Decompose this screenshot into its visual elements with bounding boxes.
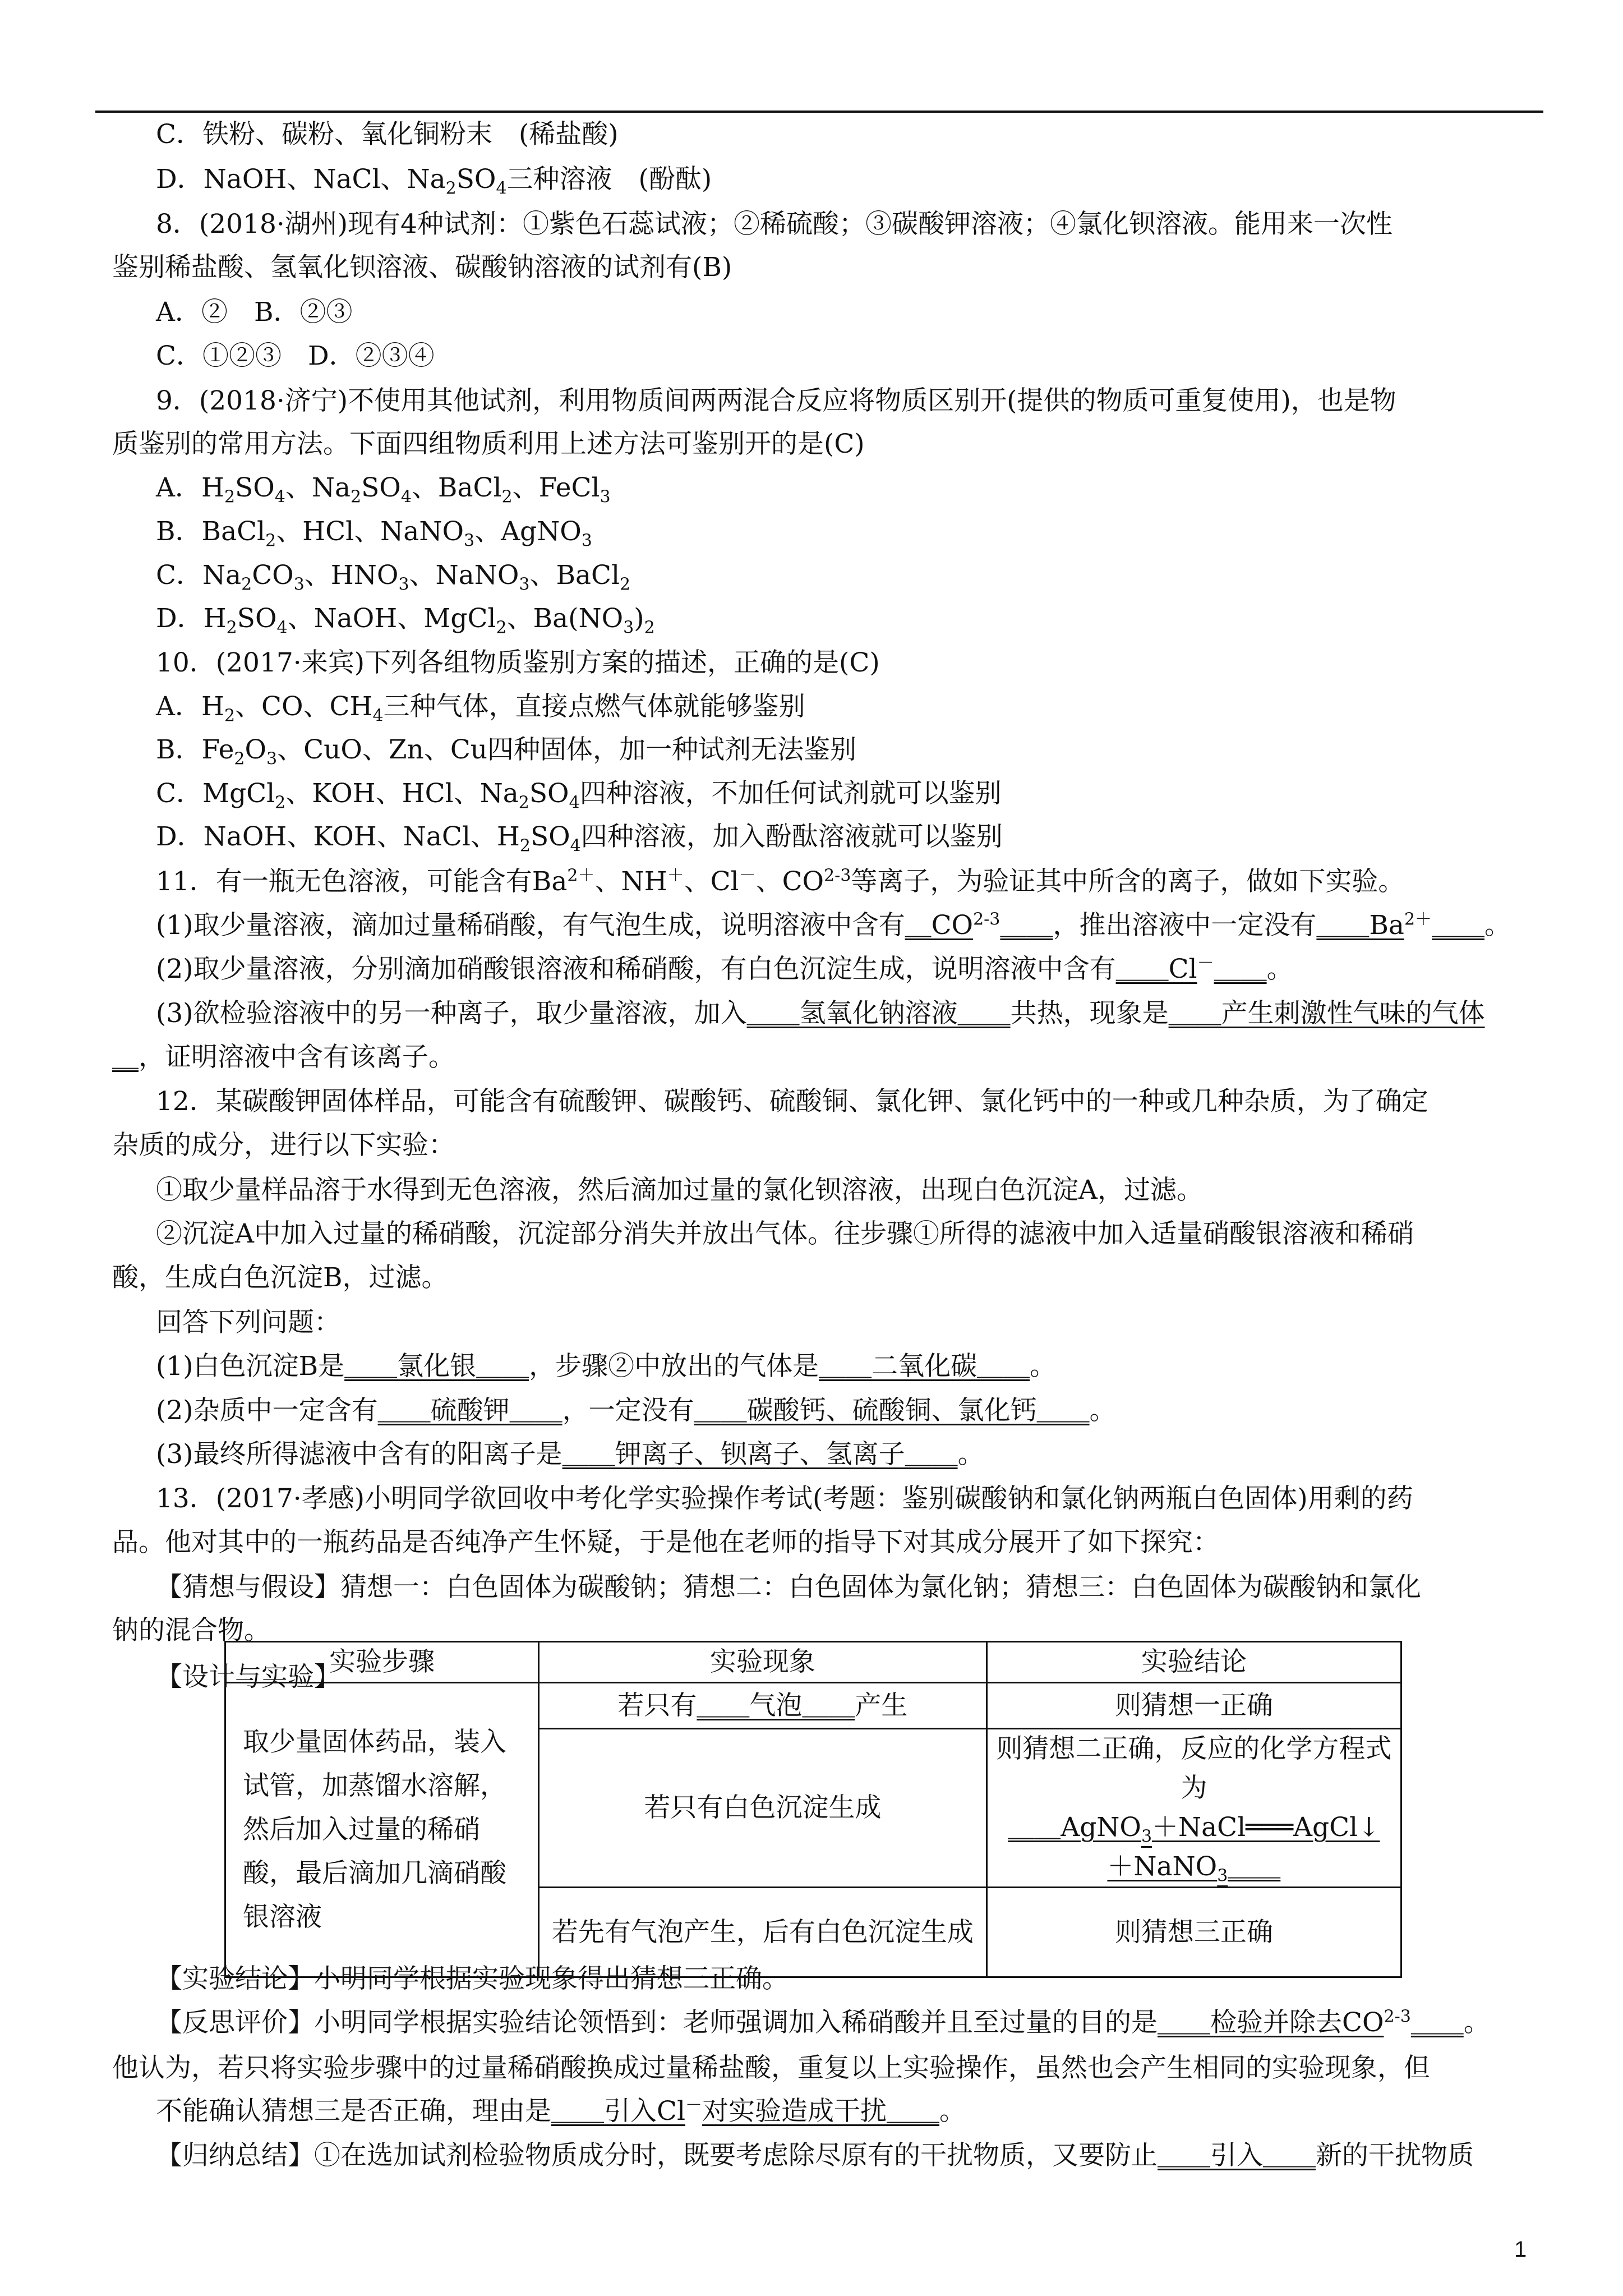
answer-blank: ＿＿Cl [1115,954,1197,984]
answer-blank: ＿＿Ba [1316,910,1404,941]
answer-blank: ＿CO [905,910,974,941]
text-line: 回答下列问题： [156,1307,340,1338]
text-line: 不能确认猜想三是否正确，理由是＿＿引入Cl－对实验造成干扰＿＿。 [156,2095,966,2127]
answer-blank: 对实验造成干扰＿＿ [702,2096,939,2127]
answer-blank: ＿＿引入＿＿ [1158,2140,1316,2171]
text-line: A．② B．②③ [156,297,353,328]
text-line: 9．(2018·济宁)不使用其他试剂，利用物质间两两混合反应将物质区别开(提供的物质可重复使用)，也是物 [156,385,1396,416]
table-header: 实验结论 [986,1642,1401,1683]
answer-blank: ＿＿ [1000,910,1053,941]
text-line: ①取少量样品溶于水得到无色溶液，然后滴加过量的氯化钡溶液，出现白色沉淀A，过滤。 [156,1175,1203,1205]
text-line: C．$Na_2CO_3$、$HNO_3$、NaNO$_3$、BaCl$_2$ [156,560,631,595]
experiment-table [224,1641,1402,1978]
text-line: 【设计与实验】 [156,1662,340,1692]
text-line: 钠的混合物。 [112,1615,270,1646]
experiment-step: 取少量固体药品，装入试管，加蒸馏水溶解，然后加入过量的稀硝酸，最后滴加几滴硝酸银溶液 [225,1683,539,1977]
text-line: (2)取少量溶液，分别滴加硝酸银溶液和稀硝酸，有白色沉淀生成，说明溶液中含有＿＿Cl－＿＿。 [156,953,1293,984]
text-line: 11．有一瓶无色溶液，可能含有$Ba^{2+}$、NH＋、Cl－、CO$^{2-3}$等离子，为验证其中所含的离子，做如下实验。 [156,866,1405,897]
text-line: ＿，证明溶液中含有该离子。 [112,1042,455,1073]
text-line: 【反思评价】小明同学根据实验结论领悟到：老师强调加入稀硝酸并且至过量的目的是＿＿检验并除去CO$^{2-3}$＿＿。 [156,2007,1490,2038]
text-line: 鉴别稀盐酸、氢氧化钡溶液、碳酸钠溶液的试剂有(B) [112,252,732,283]
text-line: B．$Fe_2O_3$、CuO、Zn、Cu四种固体，加一种试剂无法鉴别 [156,734,857,769]
text-line: B．BaCl$_2$、HCl、NaNO$_3$、AgNO$_3$ [156,516,592,551]
answer-blank: ＿＿ [1214,954,1267,984]
text-line: (2)杂质中一定含有＿＿硫酸钾＿＿，一定没有＿＿碳酸钙、硫酸铜、氯化钙＿＿。 [156,1395,1116,1426]
table-row [225,1683,1401,1729]
text-line: (1)取少量溶液，滴加过量稀硝酸，有气泡生成，说明溶液中含有＿CO$^{2-3}$＿＿，推出溶液中一定没有$\_\_Ba^{2+}\_\_$。 [156,909,1511,941]
answer-blank: ＿＿二氧化碳＿＿ [819,1351,1030,1382]
conclusion-2-text: 则猜想二正确，反应的化学方程式为 [996,1733,1392,1803]
text-line: 他认为，若只将实验步骤中的过量稀硝酸换成过量稀盐酸，重复以上实验操作，虽然也会产生相同的实验现象，但 [112,2053,1430,2083]
conclusion-3: 则猜想三正确 [986,1888,1401,1977]
text-line: 品。他对其中的一瓶药品是否纯净产生怀疑，于是他在老师的指导下对其成分展开了如下探究： [112,1527,1219,1558]
header-rule [95,111,1543,113]
text-line: 杂质的成分，进行以下实验： [112,1130,455,1161]
answer-blank: ＿＿ [1410,2007,1464,2038]
phenomenon-3: 若先有气泡产生，后有白色沉淀生成 [539,1888,987,1977]
text-line: ②沉淀A中加入过量的稀硝酸，沉淀部分消失并放出气体。往步骤①所得的滤液中加入适量硝酸银溶液和稀硝 [156,1218,1414,1249]
table-header: 实验步骤 [225,1642,539,1683]
text-line: D．NaOH、KOH、NaCl、$H_2SO_4$四种溶液，加入酚酞溶液就可以鉴别 [156,821,1003,856]
chemical-equation-cont: ＋NaNO$_3$＿＿ [1107,1851,1281,1886]
answer-blank: ＿＿气泡＿＿ [697,1690,855,1721]
text-line: A．$H_2$、CO、$CH_4$三种气体，直接点燃气体就能够鉴别 [156,691,805,726]
text-line: (3)欲检验溶液中的另一种离子，取少量溶液，加入＿＿氢氧化钠溶液＿＿共热，现象是＿＿产生刺激性气味的气体 [156,998,1485,1029]
text-line: 【归纳总结】①在选加试剂检验物质成分时，既要考虑除尽原有的干扰物质，又要防止＿＿引入＿＿新的干扰物质 [156,2140,1474,2171]
page-number: 1 [1514,2237,1527,2262]
text-line: A．$H_2SO_4$、$Na_2SO_4$、BaCl$_2$、FeCl$_3$ [156,472,611,507]
answer-blank: ＿ [112,1042,139,1073]
answer-blank: ＋NaNO [1107,1851,1218,1882]
table-header-row [225,1642,1401,1683]
answer-blank: ＋NaCl═══AgCl↓ [1152,1812,1380,1843]
phenomenon-1: 若只有＿＿气泡＿＿产生 [539,1683,987,1729]
table-header: 实验现象 [539,1642,987,1683]
text-line: 8．(2018·湖州)现有4种试剂：①紫色石蕊试液；②稀硫酸；③碳酸钾溶液；④氯化钡溶液。能用来一次性 [156,209,1393,240]
answer-blank: ＿＿检验并除去CO [1158,2007,1384,2038]
text-line: 酸，生成白色沉淀B，过滤。 [112,1262,448,1293]
text-line: D．NaOH、NaCl、$Na_2SO_4$三种溶液 (酚酞) [156,164,712,199]
conclusion-2 [986,1729,1401,1888]
answer-blank: ＿＿AgNO [1008,1812,1141,1843]
answer-blank: ＿＿引入Cl [551,2096,685,2127]
text-line: 13．(2017·孝感)小明同学欲回收中考化学实验操作考试(考题：鉴别碳酸钠和氯化钠两瓶白色固体)用剩的药 [156,1483,1413,1514]
chemical-equation: ＿＿AgNO$_3$＋NaCl═══AgCl↓ [1008,1812,1380,1847]
text-line: C．MgCl$_2$、KOH、HCl、$Na_2SO_4$四种溶液，不加任何试剂就可以鉴别 [156,778,1002,813]
phenomenon-2: 若只有白色沉淀生成 [539,1729,987,1888]
answer-blank: ＿＿ [1228,1851,1281,1882]
conclusion-1: 则猜想一正确 [986,1683,1401,1729]
answer-blank: ＿＿氯化银＿＿ [344,1351,529,1382]
answer-blank: ＿＿产生刺激性气味的气体 [1168,998,1485,1029]
text-line: C．①②③ D．②③④ [156,341,435,371]
text-line: D．$H_2SO_4$、NaOH、MgCl$_2$、$Ba(NO_3)_2$ [156,603,655,638]
text-line: 10．(2017·来宾)下列各组物质鉴别方案的描述，正确的是(C) [156,647,880,678]
text-line: 【实验结论】小明同学根据实验现象得出猜想三正确。 [156,1963,789,1994]
text-line: C．铁粉、碳粉、氧化铜粉末 (稀盐酸) [156,119,619,150]
text-line: 12．某碳酸钾固体样品，可能含有硫酸钾、碳酸钙、硫酸铜、氯化钾、氯化钙中的一种或几种杂质，为了确定 [156,1086,1428,1117]
answer-blank: ＿＿钾离子、钡离子、氢离子＿＿ [562,1439,958,1470]
text-line: 质鉴别的常用方法。下面四组物质利用上述方法可鉴别开的是(C) [112,429,865,459]
text-line: (1)白色沉淀B是＿＿氯化银＿＿，步骤②中放出的气体是＿＿二氧化碳＿＿。 [156,1351,1057,1382]
answer-blank: ＿＿碳酸钙、硫酸铜、氯化钙＿＿ [694,1395,1090,1426]
text-line: (3)最终所得滤液中含有的阳离子是＿＿钾离子、钡离子、氢离子＿＿。 [156,1439,984,1470]
answer-blank: ＿＿氢氧化钠溶液＿＿ [746,998,1011,1029]
text-line: 【猜想与假设】猜想一：白色固体为碳酸钠；猜想二：白色固体为氯化钠；猜想三：白色固体为碳酸钠和氯化 [156,1572,1421,1603]
answer-blank: ＿＿硫酸钾＿＿ [377,1395,562,1426]
answer-blank: ＿＿ [1432,910,1485,941]
